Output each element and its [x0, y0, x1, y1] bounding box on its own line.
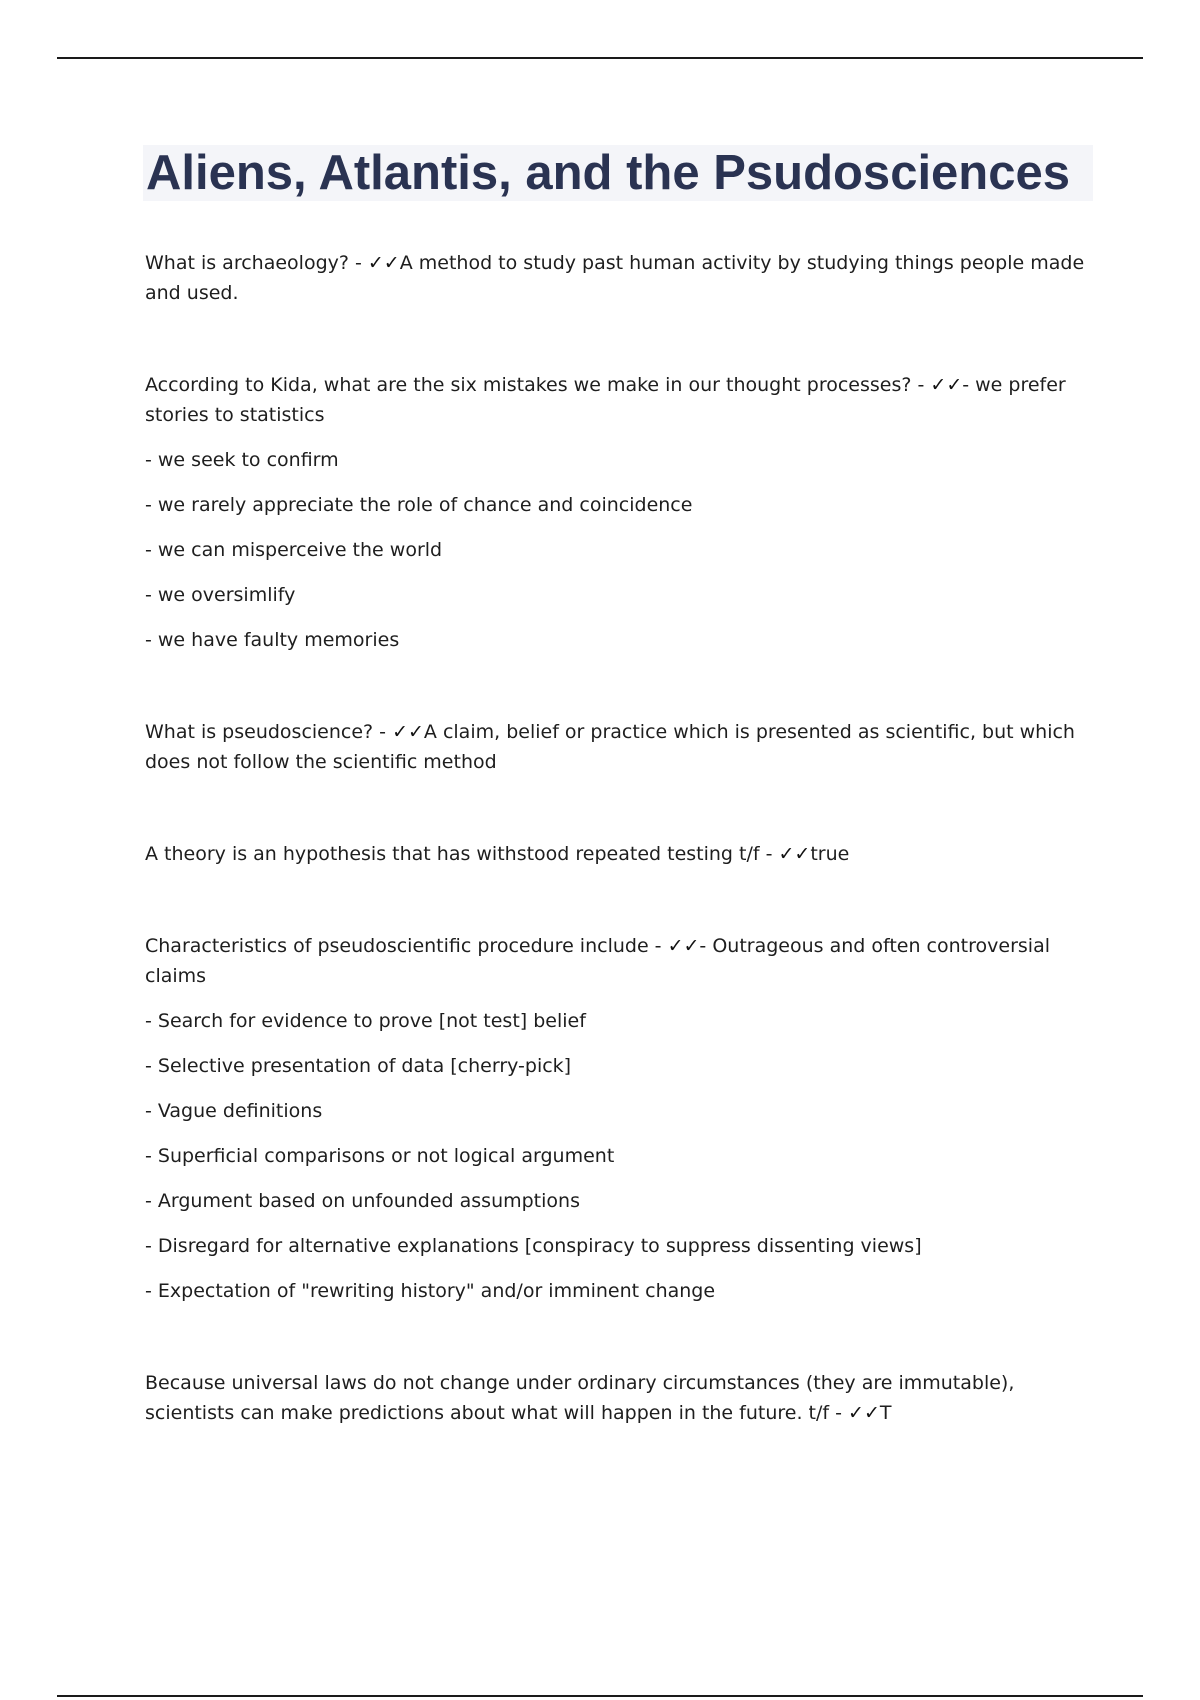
qa-item [145, 1368, 1090, 1428]
item-spacer [145, 308, 1090, 370]
answer-list-item: - Selective presentation of data [cherry-pick] [145, 1055, 572, 1077]
qa-line [145, 370, 1090, 430]
item-spacer [145, 655, 1090, 717]
check-mark-icon: ✓✓ [930, 374, 963, 396]
qa-list [145, 248, 1090, 1428]
qa-line [145, 248, 1090, 308]
answer-list-item: - Vague definitions [145, 1100, 323, 1122]
title-banner [143, 145, 1093, 201]
check-mark-icon: ✓✓ [367, 252, 400, 274]
qa-item [145, 248, 1090, 308]
answer-text: T [879, 1402, 892, 1424]
qa-item [145, 370, 1090, 655]
question-text: Characteristics of pseudoscientific procedure include - [145, 935, 668, 957]
question-text: According to Kida, what are the six mistakes we make in our thought processes? - [145, 374, 931, 396]
item-spacer [145, 777, 1090, 839]
answer-list-item: - we have faulty memories [145, 629, 400, 651]
answer-list-item: - Superficial comparisons or not logical argument [145, 1145, 615, 1167]
check-mark-icon: ✓✓ [392, 721, 424, 743]
question-text: What is pseudoscience? - [145, 721, 393, 743]
question-text: What is archaeology? - [145, 252, 368, 274]
answer-list-item: - we rarely appreciate the role of chance and coincidence [145, 494, 693, 516]
answer-list-item: - Search for evidence to prove [not test] belief [145, 1010, 586, 1032]
answer-list-item: - we can misperceive the world [145, 539, 443, 561]
answer-text: - Outrageous and often controversial claims [145, 935, 1050, 987]
item-spacer [145, 869, 1090, 931]
qa-line [145, 839, 1090, 869]
check-mark-icon: ✓✓ [778, 843, 811, 865]
answer-list-item: - Expectation of "rewriting history" and/or imminent change [145, 1280, 716, 1302]
top-divider [57, 57, 1143, 59]
qa-line [145, 931, 1090, 991]
qa-line [145, 717, 1090, 777]
answer-list-item: - Disregard for alternative explanations [conspiracy to suppress dissenting views] [145, 1235, 922, 1257]
answer-text: true [810, 843, 850, 865]
qa-line [145, 1368, 1090, 1428]
answer-list-item: - Argument based on unfounded assumptions [145, 1190, 580, 1212]
question-text: Because universal laws do not change under ordinary circumstances (they are immutable), scientists can make predictions about what will happen in the future. t/f - [145, 1372, 1015, 1424]
item-spacer [145, 1306, 1090, 1368]
answer-list-item: - we seek to confirm [145, 449, 339, 471]
bottom-divider [57, 1695, 1143, 1697]
qa-item [145, 931, 1090, 1306]
answer-list-item: - we oversimlify [145, 584, 296, 606]
qa-item [145, 839, 1090, 869]
answer-text: - we prefer stories to statistics [145, 374, 1066, 426]
answer-text: A method to study past human activity by studying things people made and used. [145, 252, 1085, 304]
question-text: A theory is an hypothesis that has withstood repeated testing t/f - [145, 843, 779, 865]
check-mark-icon: ✓✓ [848, 1402, 880, 1424]
check-mark-icon: ✓✓ [667, 935, 700, 957]
document-title: Aliens, Atlantis, and the Psudosciences [146, 146, 1070, 200]
answer-text: A claim, belief or practice which is presented as scientific, but which does not follow the scientific method [145, 721, 1075, 773]
qa-item [145, 717, 1090, 777]
